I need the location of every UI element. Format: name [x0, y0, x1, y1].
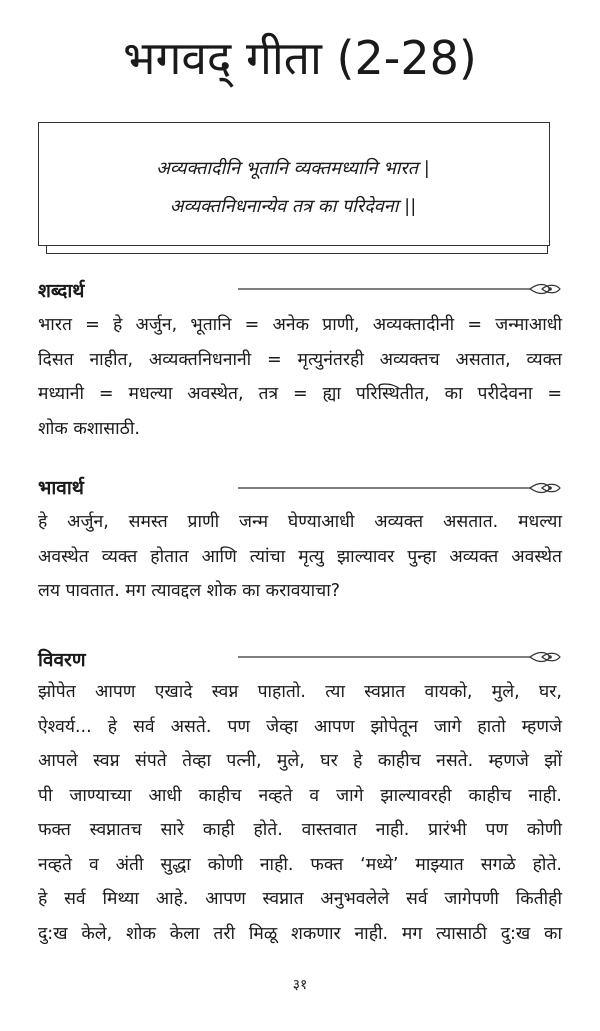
bhavarth-paragraph: [38, 505, 562, 609]
vivaran-paragraph: [38, 675, 562, 951]
verse-box: [38, 122, 550, 246]
text-line: पी जाण्याच्या आधी काहीच नव्हते व जागे झाल्यावरही काहीच नाही.: [38, 785, 562, 806]
text-line: दु:ख केले, शोक केला तरी मिळू शकणार नाही. मग त्यासाठी दु:ख का: [38, 923, 562, 944]
text-line: ऐश्वर्य... हे सर्व असते. पण जेव्हा आपण झोपेतून जागे हातो म्हणजे: [38, 716, 562, 737]
text-line: नव्हते व अंती सुद्धा कोणी नाही. फक्त ‘मध्ये’ माझ्यात सगळे होते.: [38, 854, 562, 875]
text-line: मध्यानी = मधल्या अवस्थेत, तत्र = ह्या परिस्थितीत, का परीदेवना =: [38, 384, 562, 404]
section-heading-vivaran: विवरण: [38, 649, 86, 671]
text-line: फक्त स्वप्नातच सारे काही होते. वास्तवात नाही. प्रारंभी पण कोणी: [38, 820, 562, 840]
verse-line-2: अव्यक्तनिधनान्येव तत्र का परिदेवना ||: [169, 196, 417, 217]
section-heading-bhavarth: भावार्थ: [38, 477, 84, 499]
text-line: हे अर्जुन, समस्त प्राणी जन्म घेण्याआधी अव्यक्त असतात. मधल्या: [38, 512, 562, 532]
text-line: अवस्थेत व्यक्त होतात आणि त्यांचा मृत्यु झाल्यावर पुन्हा अव्यक्त अवस्थेत: [38, 546, 562, 567]
section-ornament: [238, 479, 562, 497]
text-line: झोपेत आपण एखादे स्वप्न पाहातो. त्या स्वप्नात वायको, मुले, घर,: [38, 682, 562, 702]
text-line: लय पावतात. मग त्यावद्दल शोक का करावयाचा?: [38, 581, 341, 601]
page-title: भगवद् गीता (2-28): [123, 31, 477, 85]
section-ornament: [238, 280, 562, 298]
verse-line-1: अव्यक्तादीनि भूतानि व्यक्तमध्यानि भारत |: [156, 158, 430, 179]
section-heading-shabdarth: शब्दार्थ: [38, 280, 85, 302]
text-line: आपले स्वप्न संपते तेव्हा पत्नी, मुले, घर हे काहीच नसते. म्हणजे झों: [38, 751, 562, 771]
shabdarth-paragraph: [38, 308, 562, 446]
page-number: ३१: [292, 977, 308, 993]
text-line: दिसत नाहीत, अव्यक्तनिधनानी = मृत्युनंतरही अव्यक्तच असतात, व्यक्त: [38, 349, 562, 370]
text-line: हे सर्व मिथ्या आहे. आपण स्वप्नात अनुभवलेले सर्व जागेपणी कितीही: [38, 889, 562, 909]
section-ornament: [238, 648, 562, 666]
text-line: भारत = हे अर्जुन, भूतानि = अनेक प्राणी, अव्यक्तादीनी = जन्माआधी: [38, 315, 562, 335]
text-line: शोक कशासाठी.: [38, 418, 140, 439]
